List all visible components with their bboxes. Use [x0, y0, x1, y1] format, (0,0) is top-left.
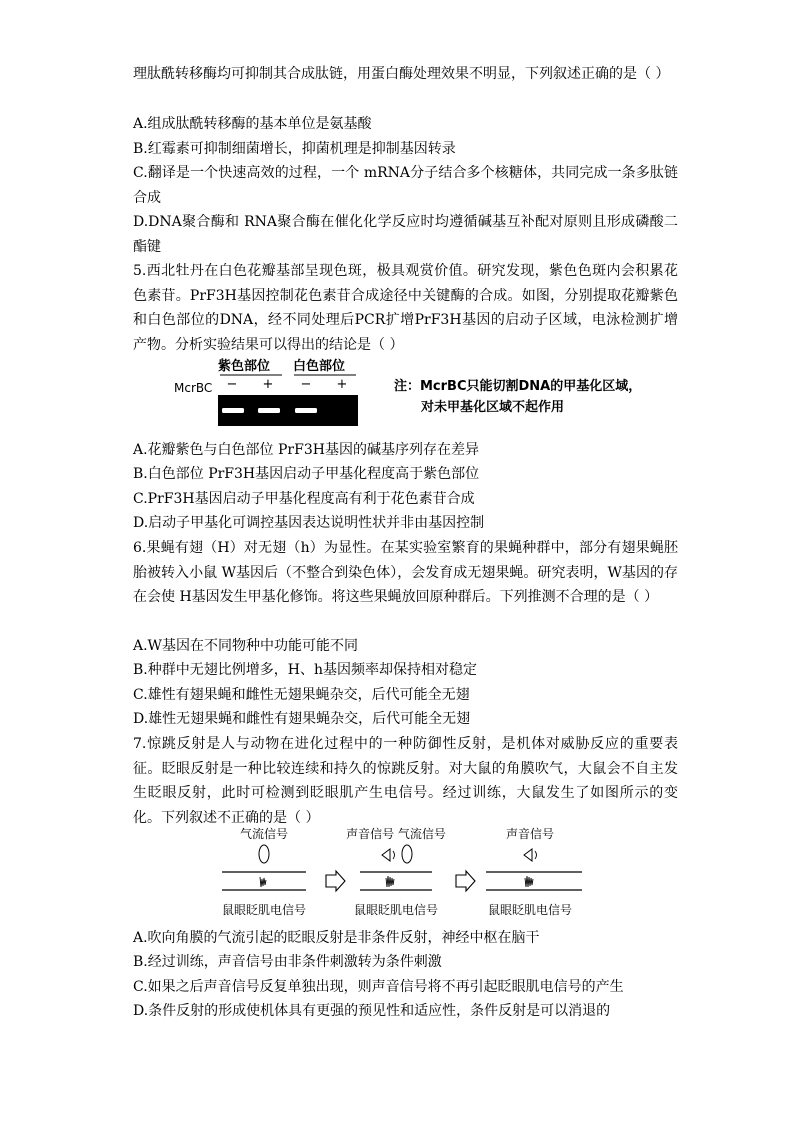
panel3-sound-signal-label: 声音信号	[505, 827, 555, 841]
q4-stem: 理肽酰转移酶均可抑制其合成肽链，用蛋白酶处理效果不明显，下列叙述正确的是（ ）	[133, 66, 670, 82]
gel-band-lane1	[222, 408, 244, 413]
q6-option-b: B.种群中无翅比例增多，H、h基因频率却保持相对稳定	[133, 662, 477, 678]
reflex-training-figure	[222, 826, 584, 920]
panel2-sound-air-label: 声音信号 气流信号	[346, 827, 446, 841]
q7-option-c: C.如果之后声音信号反复单独出现，则声音信号将不再引起眨眼肌电信号的产生	[133, 979, 624, 995]
lane2-sign: +	[262, 377, 274, 392]
figure-note-line2: 对未甲基化区域不起作用	[421, 400, 565, 415]
mcrbc-label: McrBC	[174, 381, 213, 395]
figure-note-line1: 注：McrBC只能切割DNA的甲基化区域，	[394, 379, 642, 394]
arrow-right-icon-1	[326, 871, 345, 891]
q4-option-d: D.DNA聚合酶和 RNA聚合酶在催化化学反应时均遵循碱基互补配对原则且形成磷酸二酯键	[133, 214, 678, 255]
q4-option-a: A.组成肽酰转移酶的基本单位是氨基酸	[133, 116, 372, 132]
group-label-purple: 紫色部位	[218, 359, 271, 374]
arrow-right-icon-2	[456, 871, 475, 891]
panel2-emg-trace	[386, 876, 394, 887]
air-puff-icon-2	[402, 845, 412, 863]
panel3-emg-trace	[525, 876, 533, 887]
q7-stem: 7.惊跳反射是人与动物在进化过程中的一种防御性反射，是机体对威胁反应的重要表征。眨眼反射是一种比较连续和持久的惊跳反射。对大鼠的角膜吹气，大鼠会不自主发生眨眼反射，此时可检测到眨眼肌产生电信号。经过训练，大鼠发生了如图所示的变化。下列叙述不正确的是（ ）	[133, 736, 678, 826]
q6-option-d: D.雄性无翅果蝇和雌性有翅果蝇杂交，后代可能全无翅	[133, 711, 471, 727]
q6-option-c: C.雄性有翅果蝇和雌性无翅果蝇杂交，后代可能全无翅	[133, 687, 470, 703]
lane4-sign: +	[336, 377, 348, 392]
air-puff-icon	[259, 845, 269, 863]
q5-option-d: D.启动子甲基化可调控基因表达说明性状并非由基因控制	[133, 515, 485, 531]
q4-option-b: B.红霉素可抑制细菌增长，抑菌机理是抑制基因转录	[133, 141, 456, 157]
sound-speaker-icon-1	[382, 849, 395, 861]
q7-option-a: A.吹向角膜的气流引起的眨眼反射是非条件反射，神经中枢在脑干	[133, 930, 540, 946]
q4-option-c: C.翻译是一个快速高效的过程，一个 mRNA分子结合多个核糖体，共同完成一条多肽链合成	[133, 165, 678, 206]
q5-stem: 5.西北牡丹在白色花瓣基部呈现色斑，极具观赏价值。研究发现，紫色色斑内会积累花色素苷。PrF3H基因控制花色素苷合成途径中关键酶的合成。如图，分别提取花瓣紫色和白色部位的DNA，经不同处理后PCR扩增PrF3H基因的启动子区域，电泳检测扩增产物。分析实验结果可以得出的结论是（ ）	[133, 263, 678, 353]
panel1-air-signal-label: 气流信号	[239, 827, 289, 841]
sound-speaker-icon-2	[524, 849, 537, 861]
panel2-emg-label: 鼠眼眨肌电信号	[353, 903, 439, 917]
gel-band-lane3	[295, 408, 317, 413]
panel3-emg-label: 鼠眼眨肌电信号	[487, 903, 573, 917]
gel-band-lane2	[258, 408, 280, 413]
q5-option-b: B.白色部位 PrF3H基因启动子甲基化程度高于紫色部位	[133, 466, 480, 482]
lane1-sign: −	[226, 377, 238, 392]
electrophoresis-figure	[170, 357, 690, 427]
q7-option-d: D.条件反射的形成使机体具有更强的预见性和适应性，条件反射是可以消退的	[133, 1003, 611, 1019]
group-label-white: 白色部位	[293, 359, 346, 374]
q6-stem: 6.果蝇有翅（H）对无翅（h）为显性。在某实验室繁育的果蝇种群中，部分有翅果蝇胚胎被转入小鼠 W基因后（不整合到染色体），会发育成无翅果蝇。研究表明，W基因的存在会使 H基因发生甲基化修饰。将这些果蝇放回原种群后。下列推测不合理的是（ ）	[133, 540, 678, 606]
panel1-emg-trace	[260, 877, 266, 887]
q5-option-a: A.花瓣紫色与白色部位 PrF3H基因的碱基序列存在差异	[133, 442, 479, 458]
panel1-emg-label: 鼠眼眨肌电信号	[222, 903, 307, 917]
q6-option-a: A.W基因在不同物种中功能可能不同	[133, 638, 358, 654]
q7-option-b: B.经过训练，声音信号由非条件刺激转为条件刺激	[133, 954, 442, 970]
lane3-sign: −	[300, 377, 312, 392]
q5-option-c: C.PrF3H基因启动子甲基化程度高有利于花色素苷合成	[133, 491, 475, 507]
